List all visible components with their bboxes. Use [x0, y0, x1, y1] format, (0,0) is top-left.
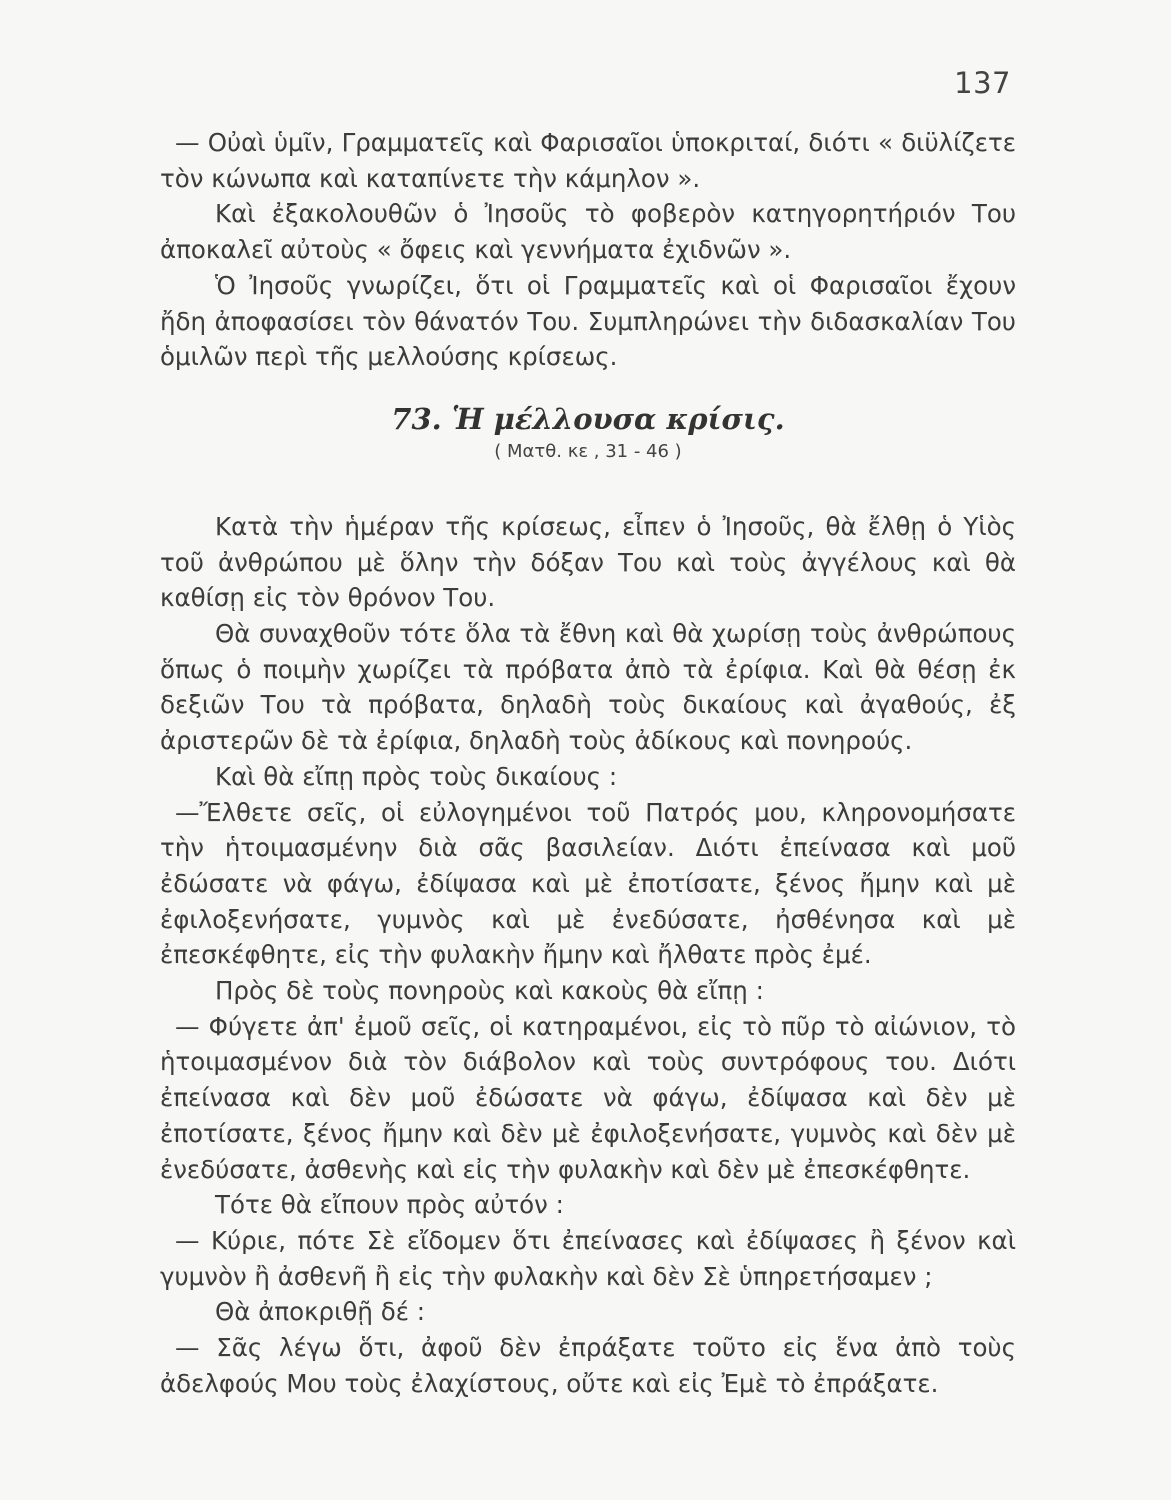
section-title: 73. Ἡ μέλλουσα κρίσις.: [391, 401, 785, 436]
paragraph: —Ἔλθετε σεῖς, οἱ εὐλογημένοι τοῦ Πατρός μου, κληρονομήσατε τὴν ἡτοιμασμένην διὰ σᾶς βασιλείαν. Διότι ἐπείνασα καὶ μοῦ ἐδώσατε νὰ φάγω, ἐδίψασα καὶ μὲ ἐποτίσατε, ξένος ἤμην καὶ μὲ ἐφιλοξενήσατε, γυμνὸς καὶ μὲ ἐνεδύσατε, ἠσθένησα καὶ μὲ ἐπεσκέφθητε, εἰς τὴν φυλακὴν ἤμην καὶ ἤλθατε πρὸς ἐμέ.: [160, 797, 1016, 970]
body-text: [160, 125, 1016, 1402]
paragraph: Καὶ ἐξακολουθῶν ὁ Ἰησοῦς τὸ φοβερὸν κατηγορητήριόν Του ἀποκαλεῖ αὐτοὺς « ὄφεις καὶ γεννήματα ἐχιδνῶν ».: [160, 199, 1016, 265]
paragraph: Πρὸς δὲ τοὺς πονηροὺς καὶ κακοὺς θὰ εἴπῃ :: [215, 976, 764, 1006]
paragraph: Τότε θὰ εἴπουν πρὸς αὐτόν :: [215, 1190, 564, 1220]
page-number: 137: [954, 66, 1011, 100]
paragraph: — Σᾶς λέγω ὅτι, ἀφοῦ δὲν ἐπράξατε τοῦτο εἰς ἕνα ἀπὸ τοὺς ἀδελφούς Μου τοὺς ἐλαχίστους, οὔτε καὶ εἰς Ἐμὲ τὸ ἐπράξατε.: [160, 1333, 1016, 1398]
paragraph: Ὁ Ἰησοῦς γνωρίζει, ὅτι οἱ Γραμματεῖς καὶ οἱ Φαρισαῖοι ἔχουν ἤδη ἀποφασίσει τὸν θάνατόν Του. Συμπληρώνει τὴν διδασκαλίαν Του ὁμιλῶν περὶ τῆς μελλούσης κρίσεως.: [160, 270, 1016, 372]
paragraph: — Κύριε, πότε Σὲ εἴδομεν ὅτι ἐπείνασες καὶ ἐδίψασες ἢ ξένον καὶ γυμνὸν ἢ ἀσθενῆ ἢ εἰς τὴν φυλακὴν καὶ δὲν Σὲ ὑπηρετήσαμεν ;: [160, 1225, 1016, 1291]
section-reference: ( Ματθ. κε , 31 - 46 ): [494, 440, 682, 462]
paragraph: Θὰ ἀποκριθῇ δέ :: [215, 1297, 425, 1327]
paragraph: — Φύγετε ἀπ' ἐμοῦ σεῖς, οἱ κατηραμένοι, εἰς τὸ πῦρ τὸ αἰώνιον, τὸ ἡτοιμασμένον διὰ τὸν διάβολον καὶ τοὺς συντρόφους του. Διότι ἐπείνασα καὶ δὲν μοῦ ἐδώσατε νὰ φάγω, ἐδίψασα καὶ δὲν μὲ ἐποτίσατε, ξένος ἤμην καὶ δὲν μὲ ἐφιλοξενήσατε, γυμνὸς καὶ δὲν μὲ ἐνεδύσατε, ἀσθενὴς καὶ εἰς τὴν φυλακὴν καὶ δὲν μὲ ἐπεσκέφθητε.: [160, 1011, 1016, 1184]
paragraph: Κατὰ τὴν ἡμέραν τῆς κρίσεως, εἶπεν ὁ Ἰησοῦς, θὰ ἔλθῃ ὁ Υἱὸς τοῦ ἀνθρώπου μὲ ὅλην τὴν δόξαν Του καὶ τοὺς ἀγγέλους καὶ θὰ καθίσῃ εἰς τὸν θρόνον Του.: [160, 511, 1016, 613]
paragraph: Θὰ συναχθοῦν τότε ὅλα τὰ ἔθνη καὶ θὰ χωρίσῃ τοὺς ἀνθρώπους ὅπως ὁ ποιμὴν χωρίζει τὰ πρόβατα ἀπὸ τὰ ἐρίφια. Καὶ θὰ θέσῃ ἐκ δεξιῶν Του τὰ πρόβατα, δηλαδὴ τοὺς δικαίους καὶ ἀγαθούς, ἐξ ἀριστερῶν δὲ τὰ ἐρίφια, δηλαδὴ τοὺς ἀδίκους καὶ πονηρούς.: [160, 619, 1016, 756]
paragraph: — Οὐαὶ ὑμῖν, Γραμματεῖς καὶ Φαρισαῖοι ὑποκριταί, διότι « διϋλίζετε τὸν κώνωπα καὶ καταπίνετε τὴν κάμηλον ».: [160, 128, 1016, 193]
paragraph: Καὶ θὰ εἴπῃ πρὸς τοὺς δικαίους :: [215, 761, 618, 791]
